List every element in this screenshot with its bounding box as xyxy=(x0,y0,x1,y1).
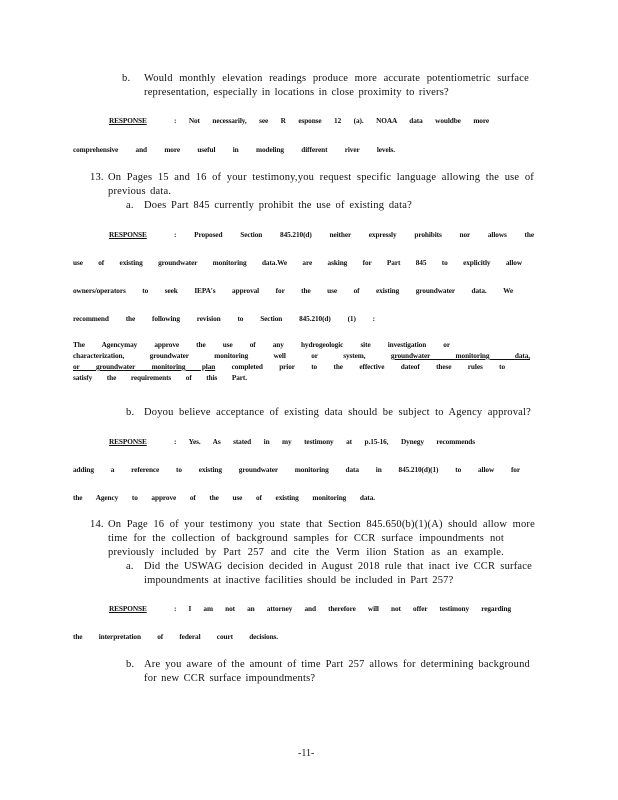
response-block xyxy=(73,286,513,295)
response-block xyxy=(73,465,520,474)
question-number: 14. xyxy=(90,519,104,530)
response-label: RESPONSE xyxy=(109,230,147,239)
response-text: the interpretation of federal court decisions. xyxy=(73,632,278,641)
question-number: 13. xyxy=(90,172,104,183)
response-text: adding a reference to existing groundwater monitoring data in 845.210(d)(1) to allow for xyxy=(73,465,520,474)
response-block xyxy=(73,314,375,323)
question-line: time for the collection of background samples for CCR surface impoundments not xyxy=(108,533,504,544)
question-text xyxy=(108,533,504,544)
response-block xyxy=(109,604,511,613)
response-text: : Proposed Section 845.210(d) neither expressly prohibits nor allows the xyxy=(174,230,534,239)
response-text: use of existing groundwater monitoring data.We are asking for Part 845 to explicitly allow xyxy=(73,258,522,267)
response-block xyxy=(73,145,395,154)
question-line: Doyou believe acceptance of existing data should be subject to Agency approval? xyxy=(144,407,531,418)
page-number: -11- xyxy=(298,748,315,759)
question-line: impoundments at inactive facilities should be included in Part 257? xyxy=(144,575,454,586)
response-block xyxy=(109,116,489,125)
question-text xyxy=(144,659,530,670)
question-marker: a. xyxy=(126,561,134,572)
question-line: On Page 16 of your testimony you state that Section 845.650(b)(1)(A) should allow more xyxy=(108,519,535,530)
revision-text: The Agencymay approve the use of any hydrogeologic site investigation or xyxy=(73,340,450,349)
response-text: comprehensive and more useful in modeling different river levels. xyxy=(73,145,395,154)
question-line: representation, especially in locations in close proximity to rivers? xyxy=(144,87,449,98)
question-text xyxy=(108,547,504,558)
question-marker: b. xyxy=(122,73,131,84)
question-text xyxy=(108,519,535,530)
response-text: the Agency to approve of the use of existing monitoring data. xyxy=(73,493,375,502)
revision-text: satisfy the requirements of this Part. xyxy=(73,373,247,382)
question-line: Does Part 845 currently prohibit the use of existing data? xyxy=(144,200,412,211)
revision-text: characterization, groundwater monitoring well or system, groundwater monitoring data, xyxy=(73,351,530,360)
question-text xyxy=(144,200,412,211)
question-line: Did the USWAG decision decided in August 2018 rule that inact ive CCR surface xyxy=(144,561,532,572)
response-text: : Not necessarily, see R esponse 12 (a). NOAA data wouldbe more xyxy=(174,116,489,125)
question-marker: b. xyxy=(126,407,135,418)
question-text xyxy=(144,407,531,418)
response-text: recommend the following revision to Section 845.210(d) (1) : xyxy=(73,314,375,323)
question-text xyxy=(144,73,529,84)
question-marker: b. xyxy=(126,659,135,670)
revision-insertion: or groundwater monitoring plan xyxy=(73,362,216,371)
response-block xyxy=(73,493,375,502)
question-line: Would monthly elevation readings produce more accurate potentiometric surface xyxy=(144,73,529,84)
response-block xyxy=(73,258,522,267)
question-line: for new CCR surface impoundments? xyxy=(144,673,316,684)
question-line: previous data. xyxy=(108,186,172,197)
question-text xyxy=(144,561,532,572)
response-text: : Yes. As stated in my testimony at p.15-16, Dynegy recommends xyxy=(174,437,475,446)
question-text xyxy=(108,172,534,183)
revision-text: or groundwater monitoring plan completed prior to the effective dateof these rules to xyxy=(73,362,505,371)
response-block xyxy=(73,632,278,641)
question-line: On Pages 15 and 16 of your testimony,you request specific language allowing the use of xyxy=(108,172,534,183)
question-marker: a. xyxy=(126,200,134,211)
response-text: owners/operators to seek IEPA's approval for the use of existing groundwater data. We xyxy=(73,286,513,295)
question-line: Are you aware of the amount of time Part 257 allows for determining background xyxy=(144,659,530,670)
question-line: previously included by Part 257 and cite the Verm ilion Station as an example. xyxy=(108,547,504,558)
revision-insertion: groundwater monitoring data, xyxy=(390,351,530,360)
response-block xyxy=(109,230,534,239)
response-label: RESPONSE xyxy=(109,604,147,613)
response-label: RESPONSE xyxy=(109,116,147,125)
response-block xyxy=(109,437,475,446)
response-label: RESPONSE xyxy=(109,437,147,446)
response-text: : I am not an attorney and therefore will not offer testimony regarding xyxy=(174,604,511,613)
